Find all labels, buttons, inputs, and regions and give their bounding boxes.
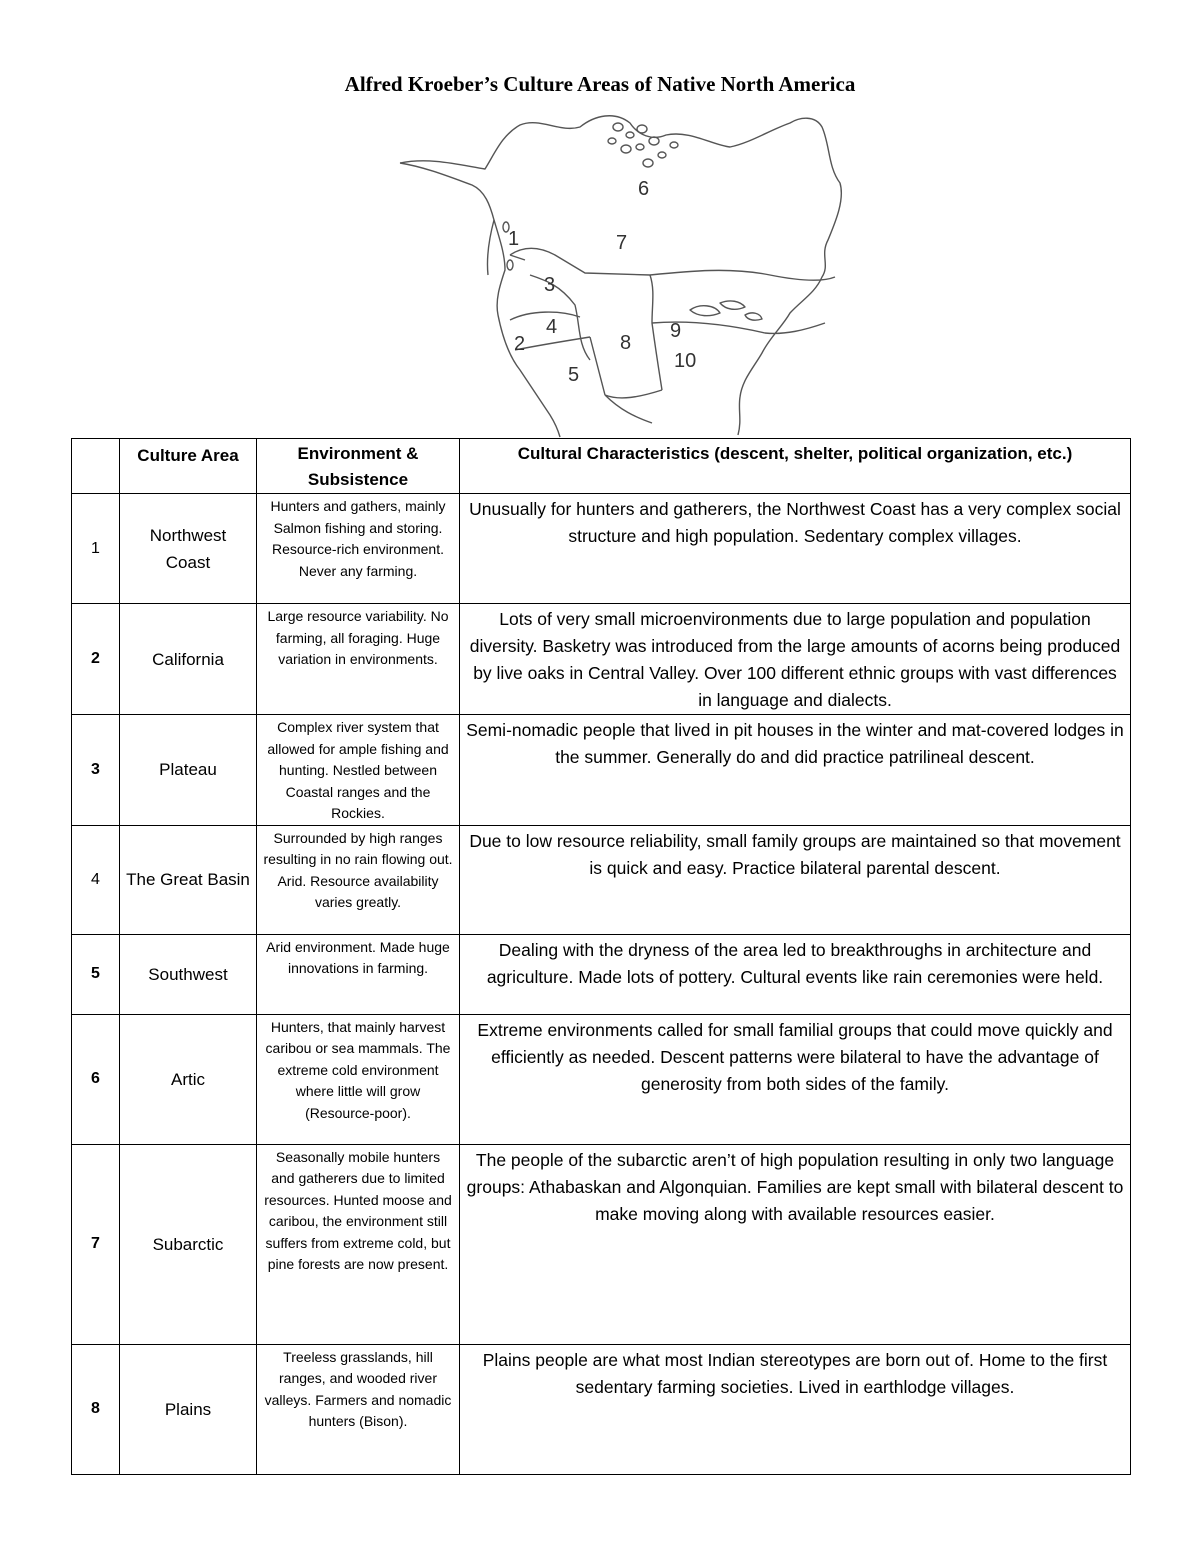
table-row (72, 494, 1131, 604)
map-label-8: 8 (620, 332, 632, 354)
characteristics-text: Due to low resource reliability, small family groups are maintained so that movement is quick and easy. Practice bilateral parental descent. (460, 825, 1131, 934)
table-row (72, 934, 1131, 1014)
table-row (72, 825, 1131, 934)
environment-text: Treeless grasslands, hill ranges, and wooded river valleys. Farmers and nomadic hunters (Bison). (257, 1344, 460, 1474)
culture-area-name: Plateau (120, 715, 257, 826)
map-label-3: 3 (544, 274, 556, 296)
environment-text: Complex river system that allowed for ample fishing and hunting. Nestled between Coastal ranges and the Rockies. (257, 715, 460, 826)
row-number: 6 (72, 1014, 120, 1144)
row-number: 7 (72, 1144, 120, 1344)
culture-area-name: California (120, 604, 257, 715)
row-number: 2 (72, 604, 120, 715)
culture-area-name: The Great Basin (120, 825, 257, 934)
characteristics-text: Extreme environments called for small familial groups that could move quickly and efficiently as needed. Descent patterns were bilateral to have the advantage of generosity from both sides of the family. (460, 1014, 1131, 1144)
table-row (72, 1344, 1131, 1474)
characteristics-text: Unusually for hunters and gatherers, the Northwest Coast has a very complex social structure and high population. Sedentary complex villages. (460, 494, 1131, 604)
page-title: Alfred Kroeber’s Culture Areas of Native North America (344, 72, 856, 96)
row-number: 3 (72, 715, 120, 826)
map-label-4: 4 (546, 316, 558, 338)
header-environment: Environment & Subsistence (257, 439, 460, 494)
table-row (72, 1144, 1131, 1344)
environment-text: Arid environment. Made huge innovations in farming. (257, 934, 460, 1014)
culture-area-name: Artic (120, 1014, 257, 1144)
characteristics-text: The people of the subarctic aren’t of high population resulting in only two language groups: Athabaskan and Algonquian. Families are kept small with bilateral descent to make moving along with available resources easier. (460, 1144, 1131, 1344)
row-number: 1 (72, 494, 120, 604)
culture-area-name: Southwest (120, 934, 257, 1014)
map-label-1: 1 (508, 228, 520, 250)
header-culture-area: Culture Area (120, 439, 257, 494)
environment-text: Seasonally mobile hunters and gatherers due to limited resources. Hunted moose and caribou, the environment still suffers from extreme cold, but pine forests are now present. (257, 1144, 460, 1344)
table-row (72, 1014, 1131, 1144)
culture-areas-table (71, 438, 1131, 1475)
characteristics-text: Semi-nomadic people that lived in pit houses in the winter and mat-covered lodges in the summer. Generally do and did practice patrilineal descent. (460, 715, 1131, 826)
culture-areas-map (390, 105, 850, 440)
map-label-10: 10 (674, 350, 697, 372)
culture-area-name: Plains (120, 1344, 257, 1474)
characteristics-text: Plains people are what most Indian stereotypes are born out of. Home to the first sedentary farming societies. Lived in earthlodge villages. (460, 1344, 1131, 1474)
culture-area-name: Subarctic (120, 1144, 257, 1344)
table-row (72, 715, 1131, 826)
map-label-7: 7 (616, 232, 628, 254)
table-row (72, 604, 1131, 715)
characteristics-text: Dealing with the dryness of the area led to breakthroughs in architecture and agriculture. Made lots of pottery. Cultural events like rain ceremonies were held. (460, 934, 1131, 1014)
environment-text: Large resource variability. No farming, all foraging. Huge variation in environments. (257, 604, 460, 715)
map-label-2: 2 (514, 333, 526, 355)
environment-text: Surrounded by high ranges resulting in no rain flowing out. Arid. Resource availability varies greatly. (257, 825, 460, 934)
header-cultural-characteristics: Cultural Characteristics (descent, shelter, political organization, etc.) (460, 439, 1131, 494)
environment-text: Hunters and gathers, mainly Salmon fishing and storing. Resource-rich environment. Never any farming. (257, 494, 460, 604)
map-label-5: 5 (568, 364, 580, 386)
map-label-6: 6 (638, 178, 650, 200)
environment-text: Hunters, that mainly harvest caribou or sea mammals. The extreme cold environment where little will grow (Resource-poor). (257, 1014, 460, 1144)
row-number: 4 (72, 825, 120, 934)
row-number: 5 (72, 934, 120, 1014)
map-label-9: 9 (670, 320, 682, 342)
culture-area-name: Northwest Coast (120, 494, 257, 604)
characteristics-text: Lots of very small microenvironments due to large population and population diversity. Basketry was introduced from the large amounts of acorns being produced by live oaks in Central Valley. Over 100 different ethnic groups with vast differences in language and dialects. (460, 604, 1131, 715)
row-number: 8 (72, 1344, 120, 1474)
header-number (72, 439, 120, 494)
